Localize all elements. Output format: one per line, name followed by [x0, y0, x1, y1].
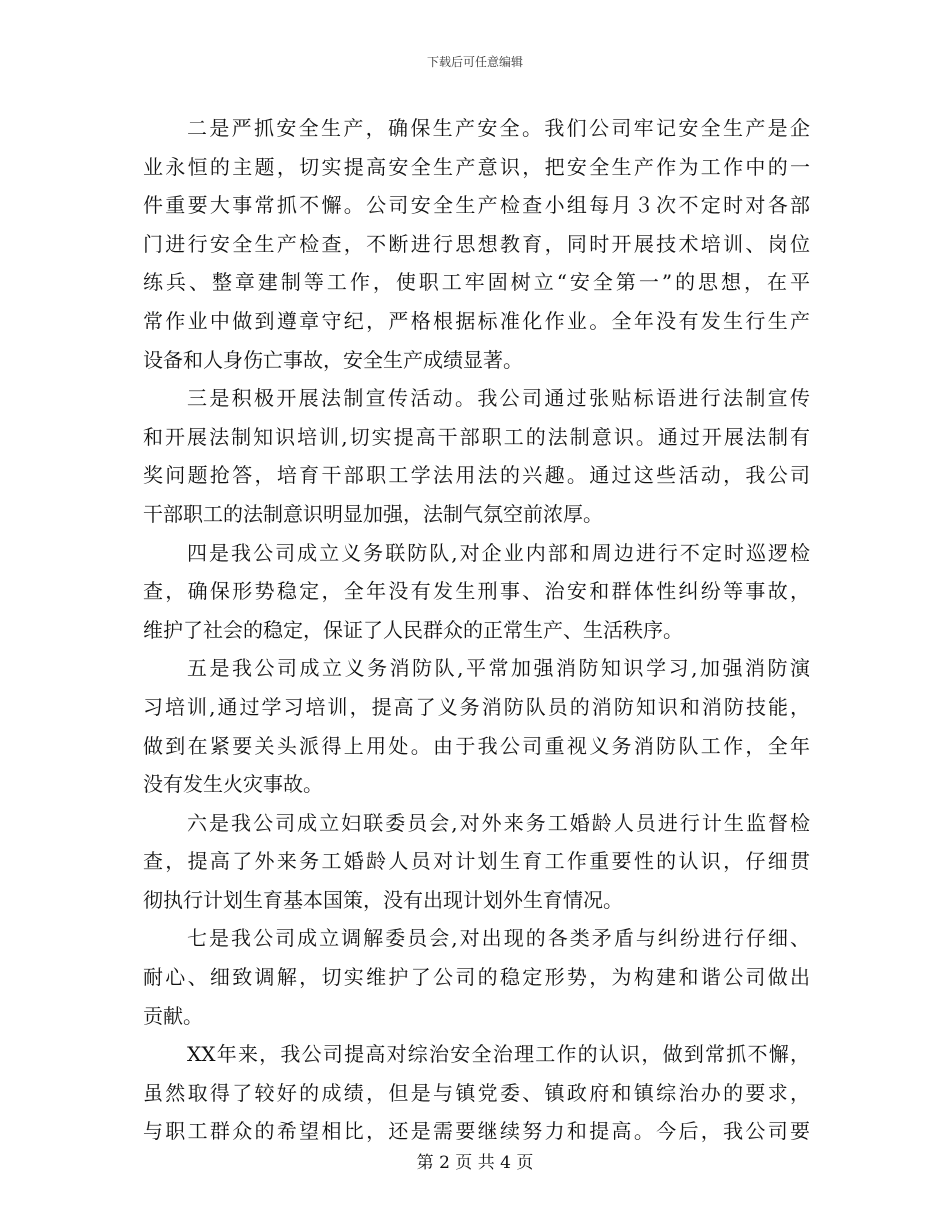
paragraph-line: 设备和人身伤亡事故，安全生产成绩显著。 — [143, 347, 523, 372]
paragraph-womens-federation — [143, 804, 810, 920]
paragraph-line: 习培训,通过学习培训，提高了义务消防队员的消防知识和消防技能， — [143, 694, 810, 719]
paragraph-line: 查，提高了外来务工婚龄人员对计划生育工作重要性的认识，仔细贯 — [143, 849, 810, 874]
paragraph-line: 奖问题抢答，培育干部职工学法用法的兴趣。通过这些活动，我公司 — [143, 463, 810, 488]
paragraph-line: 门进行安全生产检查，不断进行思想教育，同时开展技术培训、岗位 — [143, 231, 810, 256]
paragraph-line: 四是我公司成立义务联防队,对企业内部和周边进行不定时巡逻检 — [187, 540, 810, 565]
paragraph-line: 彻执行计划生育基本国策，没有出现计划外生育情况。 — [143, 887, 623, 912]
paragraph-line: 没有发生火灾事故。 — [143, 772, 323, 797]
paragraph-line: 与职工群众的希望相比，还是需要继续努力和提高。今后，我公司要 — [143, 1119, 810, 1144]
paragraph-line: 二是严抓安全生产，确保生产安全。我们公司牢记安全生产是企 — [187, 116, 810, 140]
paragraph-line: 练兵、整章建制等工作，使职工牢固树立“安全第一”的思想，在平 — [143, 270, 810, 295]
paragraph-line: 维护了社会的稳定，保证了人民群众的正常生产、生活秩序。 — [143, 617, 683, 642]
paragraph-legal-publicity — [143, 379, 810, 533]
paragraph-line: 件重要大事常抓不懈。公司安全生产检查小组每月３次不定时对各部 — [143, 193, 810, 218]
paragraph-line: 业永恒的主题，切实提高安全生产意识，把安全生产作为工作中的一 — [143, 154, 810, 179]
paragraph-line: 干部职工的法制意识明显加强，法制气氛空前浓厚。 — [143, 501, 603, 526]
paragraph-line: 虽然取得了较好的成绩，但是与镇党委、镇政府和镇综治办的要求， — [143, 1080, 810, 1105]
paragraph-line: 三是积极开展法制宣传活动。我公司通过张贴标语进行法制宣传 — [187, 386, 810, 411]
paragraph-line: 七是我公司成立调解委员会,对出现的各类矛盾与纠纷进行仔细、 — [187, 926, 810, 951]
document-body — [143, 109, 810, 1151]
paragraph-joint-defense — [143, 534, 810, 650]
paragraph-line: 六是我公司成立妇联委员会,对外来务工婚龄人员进行计生监督检 — [187, 810, 810, 835]
paragraph-line: 贡献。 — [143, 1003, 203, 1028]
paragraph-safety — [143, 109, 810, 379]
paragraph-line: 五是我公司成立义务消防队,平常加强消防知识学习,加强消防演 — [187, 656, 810, 681]
paragraph-line: 和开展法制知识培训,切实提高干部职工的法制意识。通过开展法制有 — [143, 424, 810, 449]
paragraph-line: 做到在紧要关头派得上用处。由于我公司重视义务消防队工作，全年 — [143, 733, 810, 758]
paragraph-mediation — [143, 919, 810, 1035]
page-header: 下载后可任意编辑 — [426, 55, 523, 69]
paragraph-fire-brigade — [143, 649, 810, 803]
paragraph-summary — [143, 1035, 810, 1151]
paragraph-line: 查，确保形势稳定，全年没有发生刑事、治安和群体性纠纷等事故， — [143, 579, 810, 604]
paragraph-line: XX年来，我公司提高对综治安全治理工作的认识，做到常抓不懈， — [187, 1042, 810, 1067]
page-number: 第 2 页 共 4 页 — [416, 1153, 534, 1173]
paragraph-line: 常作业中做到遵章守纪，严格根据标准化作业。全年没有发生行生产 — [143, 308, 810, 333]
paragraph-line: 耐心、细致调解，切实维护了公司的稳定形势，为构建和谐公司做出 — [143, 965, 810, 990]
